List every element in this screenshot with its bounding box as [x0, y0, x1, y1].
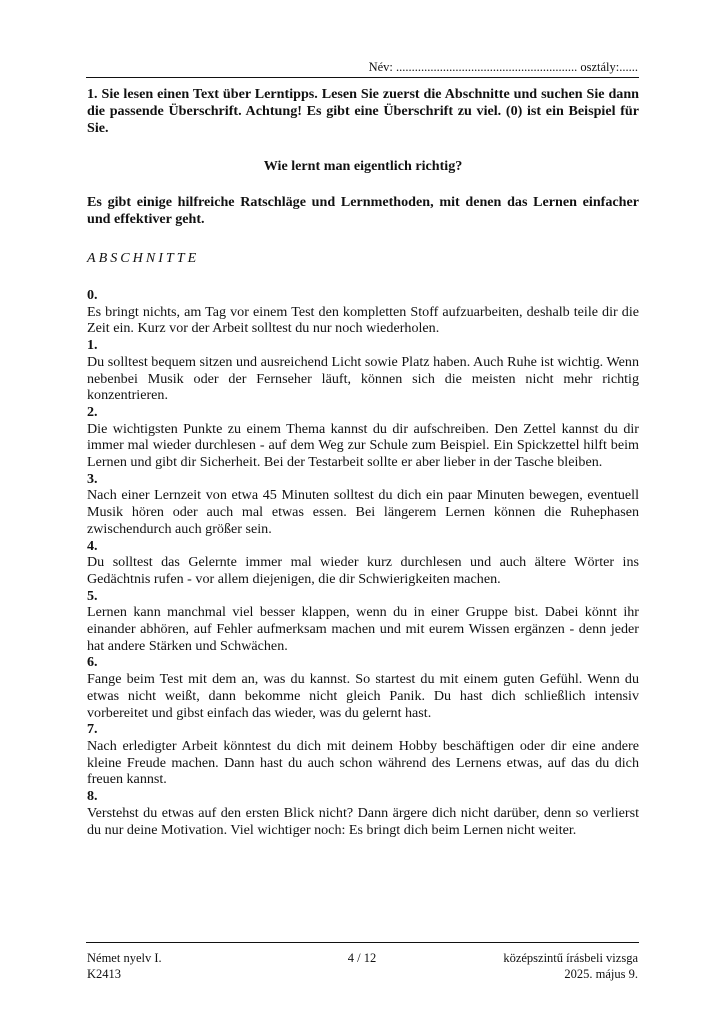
section-6: [87, 654, 639, 721]
header-divider: [86, 77, 639, 78]
section-number: 2.: [87, 403, 98, 420]
name-class-line: Név: .......................................................... osztály:......: [368, 60, 638, 74]
section-text: Nach erledigter Arbeit könntest du dich mit deinem Hobby beschäftigen oder dir eine andere kleine Freude machen. Dann hast du auch schon während des Lernens etwas, auf das du dich freuen kannst.: [87, 737, 639, 788]
abschnitte-label: ABSCHNITTE: [87, 250, 200, 266]
section-number: 6.: [87, 654, 98, 671]
text-title: Wie lernt man eigentlich richtig?: [263, 158, 463, 174]
section-2: [87, 404, 639, 471]
footer-date: 2025. május 9.: [564, 966, 638, 981]
task-instruction: 1. Sie lesen einen Text über Lerntipps. Lesen Sie zuerst die Abschnitte und suchen Sie dann die passende Überschrift. Achtung! Es gibt eine Überschrift zu viel. (0) ist ein Beispiel für Sie.: [87, 86, 639, 136]
section-text: Nach einer Lernzeit von etwa 45 Minuten solltest du dich ein paar Minuten bewegen, eventuell Musik hören oder auch mal etwas essen. Bei längerem Lernen können die Ruhephasen zwischendurch auch größer sein.: [87, 487, 639, 537]
section-8: [87, 788, 639, 838]
footer-page-number: 4 / 12: [347, 951, 377, 965]
section-0: [87, 287, 639, 337]
section-number: 5.: [87, 587, 98, 604]
section-7: [87, 721, 639, 788]
footer-exam-level: középszintű írásbeli vizsga: [503, 951, 638, 965]
section-text: Es bringt nichts, am Tag vor einem Test den kompletten Stoff aufzuarbeiten, deshalb teile dir die Zeit ein. Kurz vor der Arbeit solltest du nur noch wiederholen.: [87, 303, 639, 337]
footer-right: [503, 951, 638, 982]
footer-subject: Német nyelv I.: [87, 951, 162, 965]
section-number: 4.: [87, 537, 98, 554]
section-text: Fange beim Test mit dem an, was du kannst. So startest du mit einem guten Gefühl. Wenn du etwas nicht weißt, dann bekomme nicht gleich Panik. Du hast dich schließlich intensiv vorbereitet und gibst einfach das wieder, was du gelernt hast.: [87, 671, 639, 721]
section-5: [87, 588, 639, 655]
section-text: Die wichtigsten Punkte zu einem Thema kannst du dir aufschreiben. Den Zettel kannst du dir immer mal wieder durchlesen - auf dem Weg zur Schule zum Beispiel. Ein Spickzettel hilft beim Lernen und gibt dir Sicherheit. Bei der Testarbeit sollte er aber lieber in der Tasche bleiben.: [87, 420, 639, 471]
section-1: [87, 337, 639, 404]
sections-list: [87, 287, 639, 838]
section-text: Du solltest bequem sitzen und ausreichend Licht sowie Platz haben. Auch Ruhe ist wichtig. Wenn nebenbei Musik oder der Fernseher läuft, können sich die meisten nicht mehr richtig konzentrieren.: [87, 353, 639, 404]
section-number: 0.: [87, 287, 98, 303]
section-4: [87, 538, 639, 588]
text-intro: Es gibt einige hilfreiche Ratschläge und Lernmethoden, mit denen das Lernen einfacher und effektiver geht.: [87, 194, 639, 227]
section-number: 8.: [87, 788, 98, 805]
section-text: Du solltest das Gelernte immer mal wieder kurz durchlesen und auch ältere Wörter ins Gedächtnis rufen - vor allem diejenigen, die dir Schwierigkeiten machen.: [87, 554, 639, 587]
footer-divider: [86, 942, 639, 943]
section-number: 3.: [87, 470, 98, 487]
section-number: 1.: [87, 337, 98, 354]
section-text: Verstehst du etwas auf den ersten Blick nicht? Dann ärgere dich nicht darüber, denn so verlierst du nur deine Motivation. Viel wichtiger noch: Es bringt dich beim Lernen nicht weiter.: [87, 804, 639, 838]
section-text: Lernen kann manchmal viel besser klappen, wenn du in einer Gruppe bist. Dabei könnt ihr einander abhören, auf Fehler aufmerksam machen und mit eurem Wissen ergänzen - denn jeder hat andere Stärken und Schwächen.: [87, 604, 639, 654]
main-content: [87, 86, 639, 838]
section-number: 7.: [87, 721, 98, 738]
section-3: [87, 471, 639, 538]
footer-code: K2413: [87, 966, 122, 981]
